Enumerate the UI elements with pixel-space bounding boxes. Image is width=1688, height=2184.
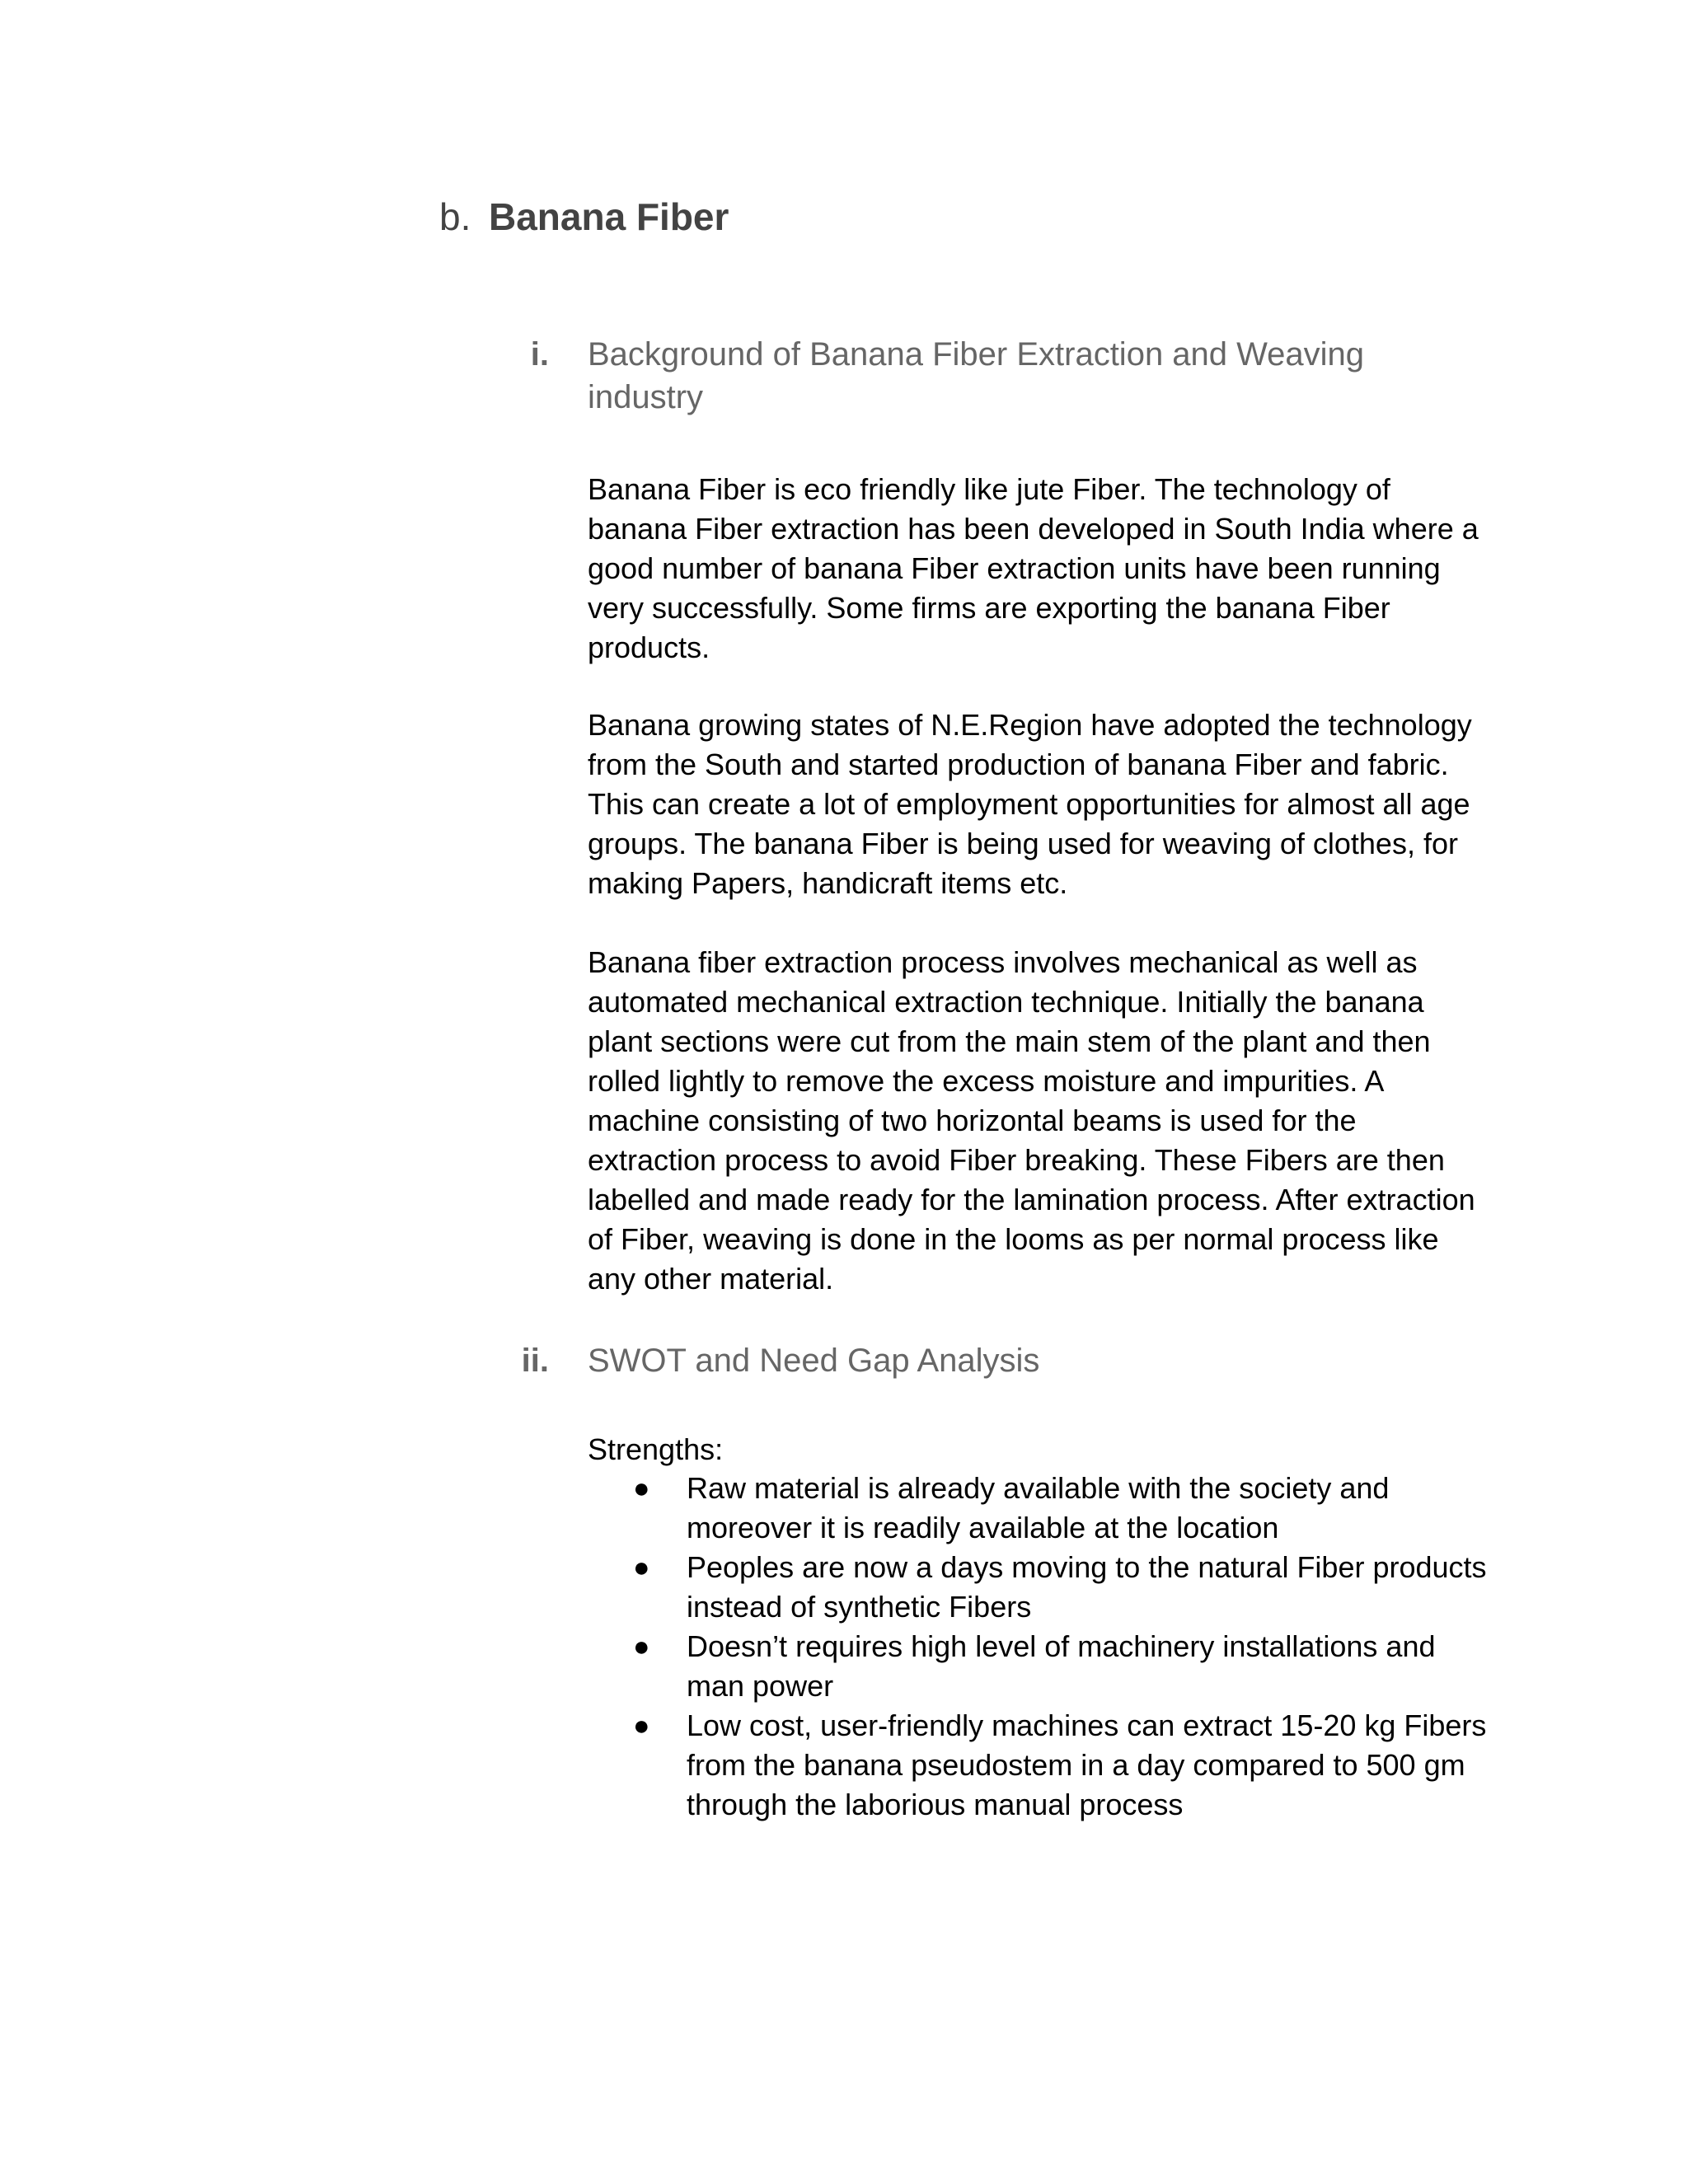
list-item-text: Low cost, user-friendly machines can extract 15-20 kg Fibers from the banana pseudostem in a day compared to 500 gm through the laborious manual process	[687, 1708, 1487, 1821]
list-item-text: Raw material is already available with the society and moreover it is readily available at the location	[687, 1471, 1390, 1544]
strengths-list	[588, 1469, 1494, 1825]
section-letter: b.	[439, 195, 471, 238]
bullet-icon: ●	[633, 1473, 650, 1504]
bullet-icon: ●	[633, 1631, 650, 1662]
subsection-title: SWOT and Need Gap Analysis	[588, 1343, 1040, 1379]
bullet-icon: ●	[633, 1552, 650, 1583]
list-item	[588, 1548, 1494, 1627]
list-item	[588, 1706, 1494, 1825]
section-heading	[439, 188, 729, 246]
list-item-text: Peoples are now a days moving to the natural Fiber products instead of synthetic Fibers	[687, 1550, 1487, 1624]
list-item	[588, 1469, 1494, 1548]
list-item-text: Doesn’t requires high level of machinery installations and man power	[687, 1629, 1436, 1703]
bullet-icon: ●	[633, 1710, 650, 1741]
subsection-numeral: i.	[530, 336, 549, 373]
subsection-title: Background of Banana Fiber Extraction and Weaving industry	[588, 336, 1365, 415]
strengths-label: Strengths:	[588, 1432, 724, 1466]
list-item	[588, 1627, 1494, 1706]
section-title: Banana Fiber	[489, 195, 729, 238]
subsection-numeral: ii.	[521, 1343, 549, 1379]
paragraph-extraction-process: Banana fiber extraction process involves mechanical as well as automated mechanical extraction technique. Initially the banana plant sections were cut from the main stem of the plant and then rolled lightly to remove the excess moisture and impurities. A machine consisting of two horizontal beams is used for the extraction process to avoid Fiber breaking. These Fibers are then labelled and made ready for the lamination process. After extraction of Fiber, weaving is done in the looms as per normal process like any other material.	[588, 945, 1475, 1296]
paragraph-ne-region: Banana growing states of N.E.Region have adopted the technology from the South and started production of banana Fiber and fabric. This can create a lot of employment opportunities for almost all age groups. The banana Fiber is being used for weaving of clothes, for making Papers, handicraft items etc.	[588, 708, 1472, 900]
paragraph-intro: Banana Fiber is eco friendly like jute Fiber. The technology of banana Fiber extraction has been developed in South India where a good number of banana Fiber extraction units have been running very successfully. Some firms are exporting the banana Fiber products.	[588, 472, 1479, 664]
